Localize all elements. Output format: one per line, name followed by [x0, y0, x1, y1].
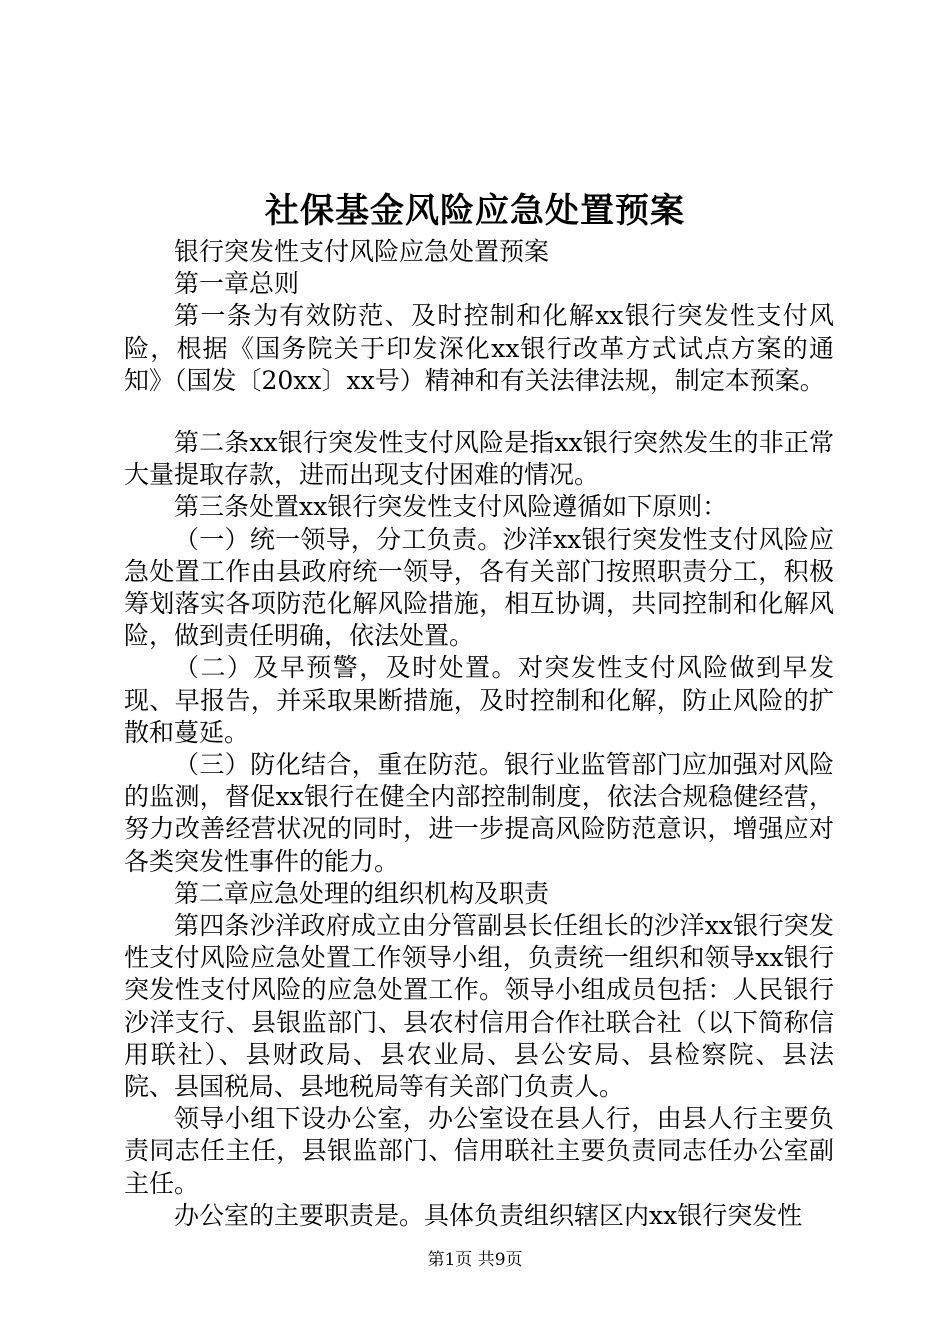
paragraph: 银行突发性支付风险应急处置预案: [174, 237, 550, 266]
paragraph: 办公室的主要职责是。具体负责组织辖区内xx银行突发性: [174, 1200, 803, 1230]
paragraph: （三）防化结合，重在防范。银行业监管部门应加强对风险的监测，督促xx银行在健全内部控制制度，依法合规稳健经营，努力改善经营状况的同时，进一步提高风险防范意识，增强应对各类突发性事件的能力。: [124, 750, 834, 876]
paragraph: 第四条沙洋政府成立由分管副县长任组长的沙洋xx银行突发性支付风险应急处置工作领导小组，负责统一组织和领导xx银行突发性支付风险的应急处置工作。领导小组成员包括：人民银行沙洋支行、县银监部门、县农村信用合作社联合社（以下简称信用联社）、县财政局、县农业局、县公安局、县检察院、县法院、县国税局、县地税局等有关部门负责人。: [124, 911, 834, 1102]
chapter-heading: 第二章应急处理的组织机构及职责: [174, 878, 550, 908]
page-number: 第1页 共9页: [427, 1250, 523, 1270]
paragraph: 第二条xx银行突发性支付风险是指xx银行突然发生的非正常大量提取存款，进而出现支付困难的情况。: [124, 428, 834, 490]
paragraph: 第三条处置xx银行突发性支付风险遵循如下原则：: [174, 492, 728, 522]
paragraph: 第一条为有效防范、及时控制和化解xx银行突发性支付风险，根据《国务院关于印发深化xx银行改革方式试点方案的通知》（国发〔20xx〕xx号）精神和有关法律法规，制定本预案。: [124, 301, 834, 395]
paragraph: 领导小组下设办公室，办公室设在县人行，由县人行主要负责同志任主任，县银监部门、信用联社主要负责同志任办公室副主任。: [124, 1104, 834, 1198]
paragraph: （二）及早预警，及时处置。对突发性支付风险做到早发现、早报告，并采取果断措施，及时控制和化解，防止风险的扩散和蔓延。: [124, 653, 834, 747]
document-title: 社保基金风险应急处置预案: [265, 191, 685, 231]
chapter-heading: 第一章总则: [174, 269, 300, 299]
paragraph: （一）统一领导，分工负责。沙洋xx银行突发性支付风险应急处置工作由县政府统一领导，各有关部门按照职责分工，积极筹划落实各项防范化解风险措施，相互协调，共同控制和化解风险，做到责任明确，依法处置。: [124, 524, 834, 651]
document-body: [124, 236, 834, 1232]
